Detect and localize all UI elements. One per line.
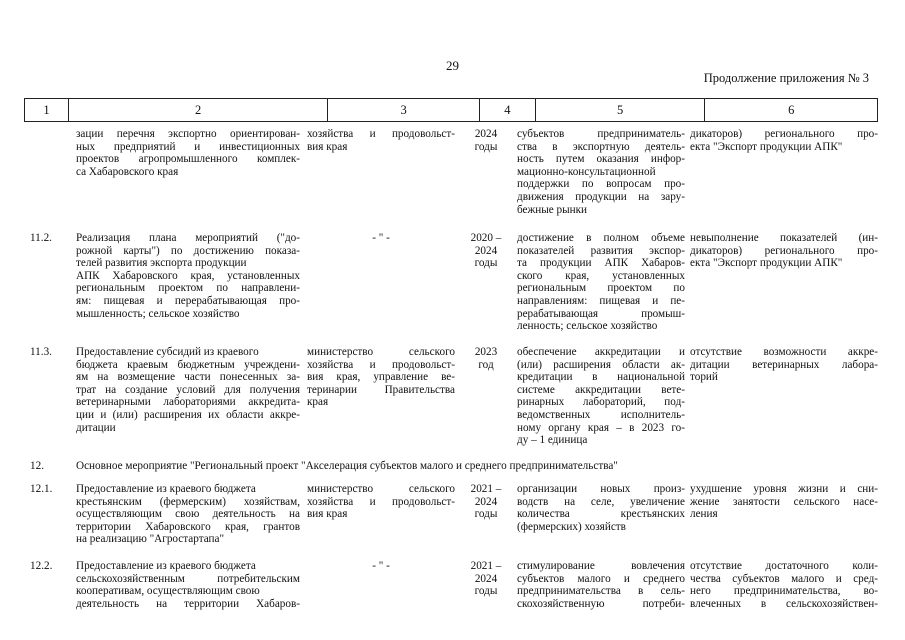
text-line: осуществляющим свою деятельность на: [76, 508, 300, 521]
text-line: водств на селе, увеличение: [517, 495, 685, 508]
text-line: (или) расширения области ак-: [517, 358, 685, 371]
text-line: екта "Экспорт продукции АПК": [690, 140, 843, 153]
text-line: движения продукции на зару-: [517, 190, 685, 203]
text-line: 2023: [474, 346, 498, 358]
text-line: ведомственных исполнитель-: [517, 408, 685, 421]
measure-cell: [76, 483, 300, 546]
result-cell: [517, 560, 685, 610]
text-line: 2024: [474, 495, 498, 508]
text-line: организации новых произ-: [517, 483, 685, 495]
text-line: ления: [690, 508, 718, 521]
text-line: хозяйства и продовольст-: [307, 128, 455, 140]
text-line: телей развития экспорта продукции: [76, 257, 247, 270]
text-line: обеспечение аккредитации и: [517, 346, 685, 358]
measure-cell: [76, 560, 300, 610]
text-line: на реализацию "Агростартапа": [76, 533, 225, 546]
text-line: чества субъектов малого и сред-: [690, 572, 878, 585]
text-line: субъектов предприниматель-: [517, 128, 685, 140]
item-number: 12.1.: [30, 483, 53, 495]
text-line: территории Хабаровского края, грантов: [76, 520, 300, 533]
text-line: стимулирование вовлечения: [517, 560, 685, 572]
text-line: ского края, установленных: [517, 269, 685, 282]
consequence-cell: [690, 483, 878, 521]
text-line: са Хабаровского края: [76, 165, 179, 178]
executor-cell: [307, 128, 455, 153]
measure-cell: [76, 346, 300, 434]
text-line: ду – 1 единица: [517, 434, 588, 447]
text-line: годы: [474, 585, 498, 598]
text-line: трат на создание условий для получения: [76, 383, 300, 396]
column-header-6: 6: [788, 102, 795, 117]
text-line: ства в экспортную деятель-: [517, 140, 685, 153]
text-line: количества крестьянских: [517, 508, 685, 521]
consequence-cell: [690, 346, 878, 384]
text-line: предпринимательства в сель-: [517, 585, 685, 598]
text-line: год: [478, 358, 494, 371]
measure-cell: [76, 232, 300, 320]
period-cell: [462, 560, 510, 598]
item-number: 11.3.: [30, 346, 52, 358]
text-line: бюджета краевым бюджетным учреждени-: [76, 358, 300, 371]
text-line: бежные рынки: [517, 203, 588, 216]
text-line: министерство сельского: [307, 346, 455, 358]
period-cell: [462, 232, 510, 270]
text-line: ям: пищевая и перерабатывающая про-: [76, 294, 300, 307]
text-line: ринарных лабораторий, под-: [517, 396, 685, 409]
text-line: АПК Хабаровского края, установленных: [76, 269, 300, 282]
consequence-cell: [690, 232, 878, 270]
text-line: деятельность на территории Хабаров-: [76, 597, 300, 610]
text-line: 2024: [474, 572, 498, 585]
continuation-label: Продолжение приложения № 3: [703, 71, 869, 85]
text-line: вия края: [307, 508, 348, 521]
text-line: торий: [690, 371, 718, 384]
text-line: показателей развития экспор-: [517, 244, 685, 257]
text-line: та продукции АПК Хабаров-: [517, 257, 685, 270]
text-line: отсутствие возможности аккре-: [690, 346, 878, 358]
text-line: годы: [474, 140, 498, 153]
column-header-4: 4: [480, 99, 536, 121]
column-header-1: 1: [25, 99, 69, 121]
consequence-cell: [690, 560, 878, 610]
text-line: (фермерских) хозяйств: [517, 520, 626, 533]
text-line: рерабатывающая промыш-: [517, 307, 685, 320]
table-header-row: [24, 98, 878, 122]
result-cell: [517, 346, 685, 447]
text-line: вия края: [307, 140, 348, 153]
text-line: ных предприятий и инвестиционных: [76, 140, 300, 153]
text-line: вия края, управление ве-: [307, 371, 455, 384]
text-line: скохозяйственную потреби-: [517, 597, 685, 610]
text-line: Предоставление субсидий из краевого: [76, 346, 259, 358]
text-line: края: [307, 396, 329, 409]
text-line: поддержки по вопросам про-: [517, 178, 685, 191]
text-line: Предоставление из краевого бюджета: [76, 483, 256, 495]
text-line: системе аккредитации вете-: [517, 383, 685, 396]
executor-cell: [307, 483, 455, 521]
text-line: Предоставление из краевого бюджета: [76, 560, 256, 572]
text-line: дикаторов) регионального про-: [690, 128, 878, 140]
text-line: 2020 –: [470, 232, 502, 244]
text-line: региональным проектом по направлени-: [76, 282, 300, 295]
text-line: невыполнение показателей (ин-: [690, 232, 878, 244]
text-line: Реализация плана мероприятий ("до-: [76, 232, 300, 244]
text-line: зации перечня экспортно ориентирован-: [76, 128, 300, 140]
text-line: хозяйства и продовольст-: [307, 358, 455, 371]
result-cell: [517, 483, 685, 533]
text-line: дикаторов) регионального про-: [690, 244, 878, 257]
text-line: достижение в полном объеме: [517, 232, 685, 244]
text-line: жение занятости сельского насе-: [690, 495, 878, 508]
text-line: годы: [474, 257, 498, 270]
page-number: 29: [446, 58, 459, 73]
text-line: теринарии Правительства: [307, 383, 455, 396]
text-line: ному органу края – в 2023 го-: [517, 421, 685, 434]
text-line: проектов агропромышленного комплек-: [76, 153, 300, 166]
column-header-2: 2: [69, 99, 328, 121]
item-number: 12.2.: [30, 560, 53, 572]
text-line: министерство сельского: [307, 483, 455, 495]
text-line: ям на возмещение части понесенных за-: [76, 371, 300, 384]
text-line: сельскохозяйственным потребительским: [76, 572, 300, 585]
text-line: екта "Экспорт продукции АПК": [690, 257, 843, 270]
text-line: ветеринарными лабораториями аккредита-: [76, 396, 300, 409]
text-line: влеченных в сельскохозяйствен-: [690, 597, 878, 610]
text-line: мационно-консультационной: [517, 165, 656, 178]
text-line: ленность; сельское хозяйство: [517, 320, 658, 333]
text-line: субъектов малого и среднего: [517, 572, 685, 585]
ditto-mark: - " -: [372, 560, 390, 572]
text-line: рожной карты") по достижению показа-: [76, 244, 300, 257]
item-number: 12.: [30, 460, 44, 472]
ditto-mark: - " -: [372, 232, 390, 244]
text-line: крестьянским (фермерским) хозяйствам,: [76, 495, 300, 508]
text-line: 2024: [474, 244, 498, 257]
column-header-3: 3: [328, 99, 480, 121]
text-line: ции и (или) расширения их области аккре-: [76, 408, 300, 421]
text-line: кредитации в национальной: [517, 371, 685, 384]
text-line: направлениям: пищевая и пе-: [517, 294, 685, 307]
consequence-cell: [690, 128, 878, 153]
text-line: ухудшение уровня жизни и сни-: [690, 483, 878, 495]
executor-cell: [307, 560, 455, 573]
text-line: 2021 –: [470, 483, 502, 495]
text-line: отсутствие достаточного коли-: [690, 560, 878, 572]
text-line: 2021 –: [470, 560, 502, 572]
result-cell: [517, 128, 685, 216]
period-cell: [462, 128, 510, 153]
column-header-5: 5: [536, 99, 706, 121]
period-cell: [462, 483, 510, 521]
executor-cell: [307, 232, 455, 245]
item-number: 11.2.: [30, 232, 52, 244]
text-line: хозяйства и продовольст-: [307, 495, 455, 508]
text-line: дитации ветеринарных лабора-: [690, 358, 878, 371]
text-line: годы: [474, 508, 498, 521]
text-line: кооперативам, осуществляющим свою: [76, 585, 260, 598]
main-event-title: Основное мероприятие "Региональный проект "Акселерация субъектов малого и среднего предпринимательства": [76, 460, 618, 472]
text-line: региональным проектом по: [517, 282, 685, 295]
text-line: ность путем оказания инфор-: [517, 153, 685, 166]
executor-cell: [307, 346, 455, 409]
period-cell: [462, 346, 510, 371]
text-line: дитации: [76, 421, 116, 434]
text-line: мышленность; сельское хозяйство: [76, 307, 240, 320]
result-cell: [517, 232, 685, 333]
measure-cell: [76, 128, 300, 178]
text-line: него предпринимательства, во-: [690, 585, 878, 598]
text-line: 2024: [474, 128, 498, 140]
